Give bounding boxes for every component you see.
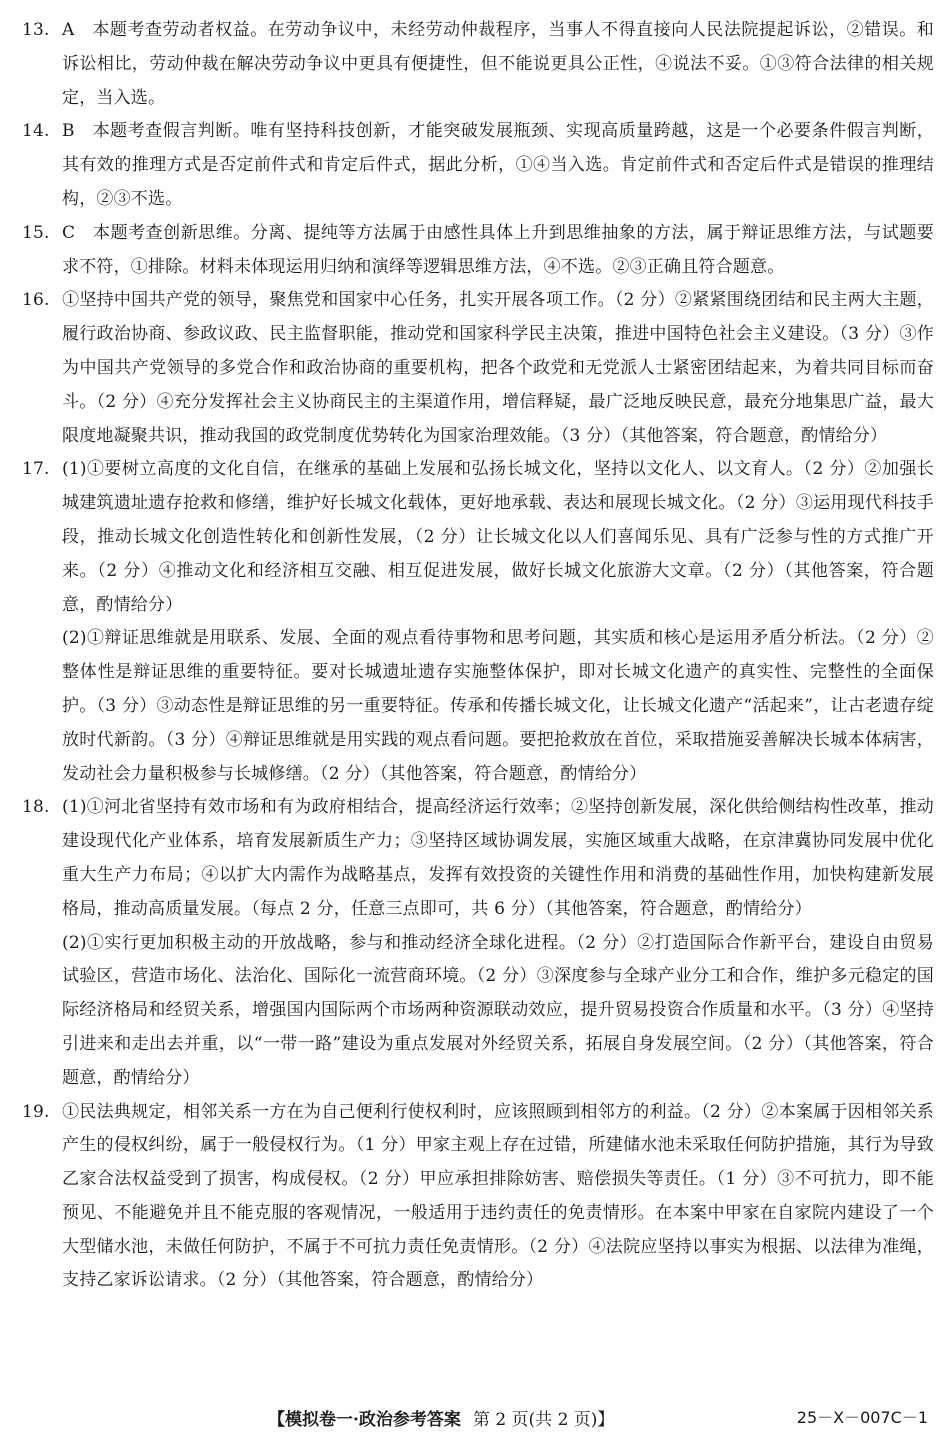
footer-page-number: 第 2 页(共 2 页)】 [472, 1410, 615, 1430]
answer-item-17 [22, 453, 934, 791]
answer-text: ①坚持中国共产党的领导，聚焦党和国家中心任务，扎实开展各项工作。（2 分）②紧紧围绕团结和民主两大主题，履行政治协商、参政议政、民主监督职能，推动党和国家科学民主决策，推进中国特色社会主义建设。（3 分）③作为中国共产党领导的多党合作和政治协商的重要机构，把各个政党和无党派人士紧密团结起来，为着共同目标而奋斗。（2 分）④充分发挥社会主义协商民主的主渠道作用，增信释疑，最广泛地反映民意，最充分地集思广益，最大限度地凝聚共识，推动我国的政党制度优势转化为国家治理效能。（3 分）（其他答案，符合题意，酌情给分） [62, 290, 934, 446]
answer-text: (2)①辩证思维就是用联系、发展、全面的观点看待事物和思考问题，其实质和核心是运用矛盾分析法。（2 分）②整体性是辩证思维的重要特征。要对长城遗址遗存实施整体保护，即对长城文化遗产的真实性、完整性的全面保护。（3 分）③动态性是辩证思维的另一重要特征。传承和传播长城文化，让长城文化遗产“活起来”，让古老遗存绽放时代新韵。（3 分）④辩证思维就是用实践的观点看问题。要把抢救放在首位，采取措施妥善解决长城本体病害，发动社会力量积极参与长城修缮。（2 分）（其他答案，符合题意，酌情给分） [62, 628, 934, 784]
footer-title-block [268, 1405, 614, 1430]
footer-exam-code: 25－X－007C－1 [796, 1408, 928, 1427]
answer-text: B 本题考查假言判断。唯有坚持科技创新，才能突破发展瓶颈、实现高质量跨越，这是一个必要条件假言判断，其有效的推理方式是否定前件式和肯定后件式，据此分析，①④当入选。肯定前件式和否定后件式是错误的推理结构，②③不选。 [62, 121, 934, 209]
footer-title: 【模拟卷一·政治参考答案 [268, 1410, 461, 1430]
question-number: 18. [22, 797, 50, 818]
answer-paragraph [22, 1096, 934, 1299]
question-number: 14. [22, 121, 50, 142]
answer-item-13 [22, 14, 934, 115]
answer-text: C 本题考查创新思维。分离、提纯等方法属于由感性具体上升到思维抽象的方法，属于辩证思维方法，与试题要求不符，①排除。材料未体现运用归纳和演绎等逻辑思维方法，④不选。②③正确且符合题意。 [62, 222, 934, 277]
answer-text: (2)①实行更加积极主动的开放战略，参与和推动经济全球化进程。（2 分）②打造国际合作新平台，建设自由贸易试验区，营造市场化、法治化、国际化一流营商环境。（2 分）③深度参与全球产业分工和合作，维护多元稳定的国际经济格局和经贸关系，增强国内国际两个市场两种资源联动效应，提升贸易投资合作质量和水平。（3 分）④坚持引进来和走出去并重，以“一带一路”建设为重点发展对外经贸关系，拓展自身发展空间。（2 分）（其他答案，符合题意，酌情给分） [62, 932, 934, 1088]
answer-text: (1)①河北省坚持有效市场和有为政府相结合，提高经济运行效率；②坚持创新发展，深化供给侧结构性改革，推动建设现代化产业体系，培育发展新质生产力；③坚持区域协调发展，实施区域重大战略，在京津冀协同发展中优化重大生产力布局；④以扩大内需作为战略基点，发挥有效投资的关键性作用和消费的基础性作用，加快构建新发展格局，推动高质量发展。（每点 2 分，任意三点即可，共 6 分）（其他答案，符合题意，酌情给分） [62, 797, 934, 919]
question-number: 16. [22, 290, 50, 311]
question-number: 17. [22, 459, 50, 480]
answer-paragraph [22, 14, 934, 115]
answer-item-15 [22, 217, 934, 285]
answer-item-14 [22, 115, 934, 216]
answer-paragraph [22, 791, 934, 926]
answer-paragraph [22, 115, 934, 216]
answer-text: (1)①要树立高度的文化自信，在继承的基础上发展和弘扬长城文化，坚持以文化人、以文育人。（2 分）②加强长城建筑遗址遗存抢救和修缮，维护好长城文化载体，更好地承载、表达和展现长城文化。（2 分）③运用现代科技手段，推动长城文化创造性转化和创新性发展，（2 分）让长城文化以人们喜闻乐见、具有广泛参与性的方式推广开来。（2 分）④推动文化和经济相互交融、相互促进发展，做好长城文化旅游大文章。（2 分）（其他答案，符合题意，酌情给分） [62, 459, 934, 615]
answer-text: A 本题考查劳动者权益。在劳动争议中，未经劳动仲裁程序，当事人不得直接向人民法院提起诉讼，②错误。和诉讼相比，劳动仲裁在解决劳动争议中更具有便捷性，但不能说更具公正性，④说法不妥。①③符合法律的相关规定，当入选。 [62, 20, 934, 108]
answer-paragraph [22, 453, 934, 622]
answer-paragraph [22, 622, 934, 791]
answer-paragraph [22, 927, 934, 1096]
answer-paragraph [22, 284, 934, 453]
answer-paragraph [22, 217, 934, 285]
answer-item-18 [22, 791, 934, 1095]
answer-sheet [22, 14, 934, 1298]
question-number: 19. [22, 1101, 50, 1122]
page-footer [0, 1405, 950, 1435]
question-number: 13. [22, 20, 50, 40]
answer-item-19 [22, 1096, 934, 1299]
question-number: 15. [22, 222, 50, 243]
answer-text: ①民法典规定，相邻关系一方在为自己便利行使权利时，应该照顾到相邻方的利益。（2 分）②本案属于因相邻关系产生的侵权纠纷，属于一般侵权行为。（1 分）甲家主观上存在过错，所建储水池未采取任何防护措施，其行为导致乙家合法权益受到了损害，构成侵权。（2 分）甲应承担排除妨害、赔偿损失等责任。（1 分）③不可抗力，即不能预见、不能避免并且不能克服的客观情况，一般适用于违约责任的免责情形。在本案中甲家在自家院内建设了一个大型储水池，未做任何防护，不属于不可抗力责任免责情形。（2 分）④法院应坚持以事实为根据、以法律为准绳，支持乙家诉讼请求。（2 分）（其他答案，符合题意，酌情给分） [62, 1101, 934, 1291]
answer-item-16 [22, 284, 934, 453]
